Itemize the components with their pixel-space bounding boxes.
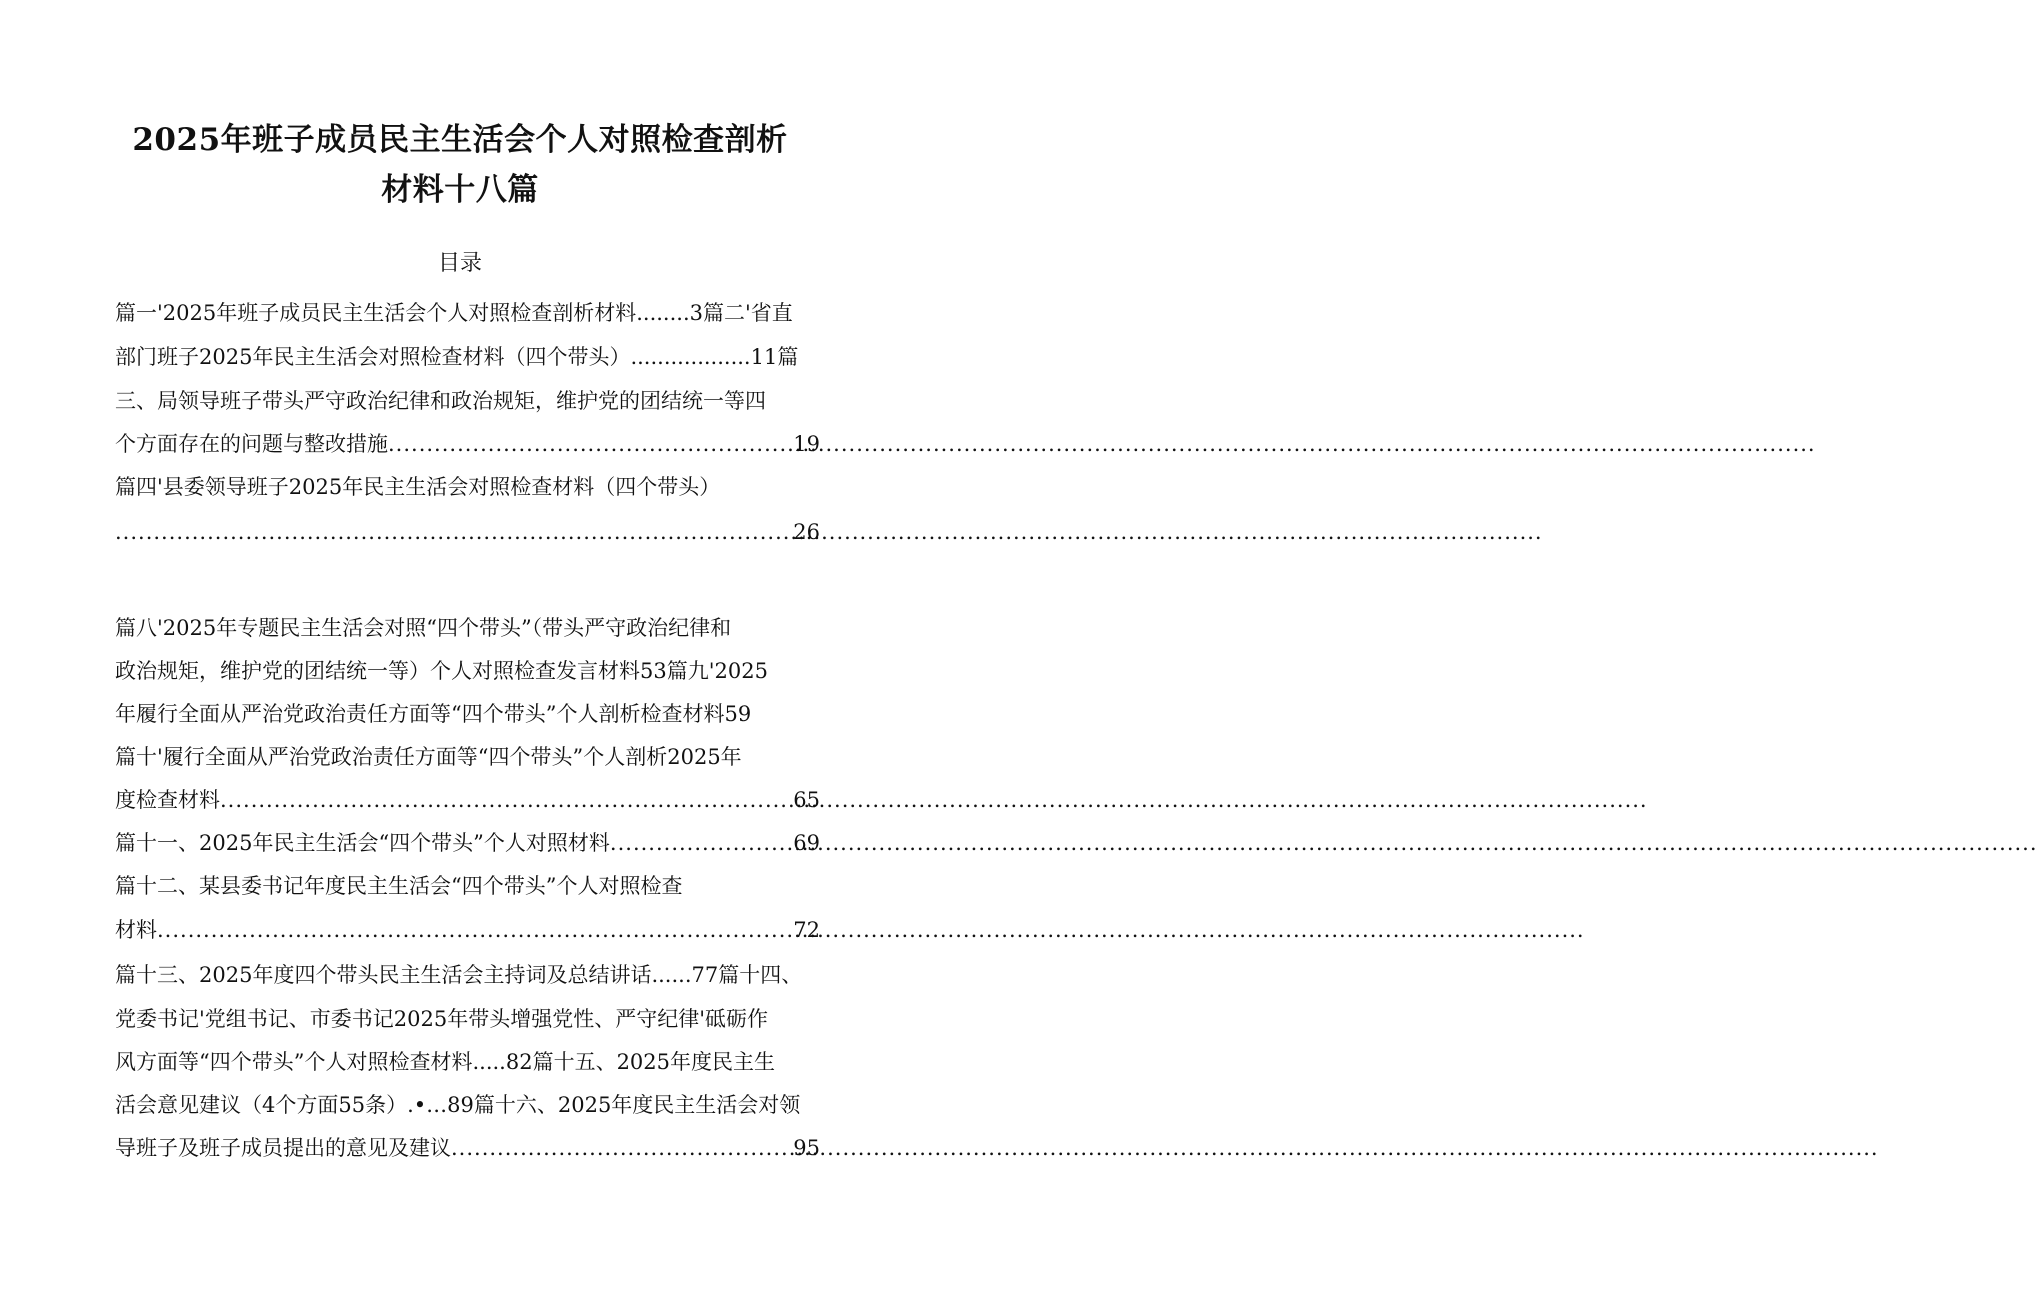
toc-line <box>115 958 820 992</box>
toc-page-number: 69 <box>793 831 820 855</box>
toc-page-number: 26 <box>793 520 820 544</box>
toc-entry-text: 度检查材料 <box>115 788 220 812</box>
toc-line <box>115 654 820 688</box>
toc-entry-text: 篇十二、某县委书记年度民主生活会“四个带头”个人对照检查 <box>115 874 683 898</box>
toc-page-number: 19 <box>793 432 820 456</box>
toc-dot-leader <box>220 783 791 817</box>
toc-page-number: 65 <box>793 788 820 812</box>
toc-page-number: 72 <box>793 918 820 942</box>
toc-dot-leader <box>610 826 791 860</box>
toc-line <box>115 740 820 774</box>
toc-entry-text: 活会意见建议（4个方面55条）.•…89篇十六、2025年度民主生活会对领 <box>115 1093 801 1117</box>
toc-entry-text: 三、局领导班子带头严守政治纪律和政治规矩，维护党的团结统一等四 <box>115 389 766 413</box>
toc-entry-text: 篇十一、2025年民主生活会“四个带头”个人对照材料 <box>115 831 610 855</box>
document-title-line-1: 2025年班子成员民主生活会个人对照检查剖析 <box>132 122 788 158</box>
toc-line <box>115 427 820 461</box>
toc-entry-text: 党委书记'党组书记、市委书记2025年带头增强党性、严守纪律'砥砺作 <box>115 1007 768 1031</box>
toc-entry-text: 篇十'履行全面从严治党政治责任方面等“四个带头”个人剖析2025年 <box>115 745 742 769</box>
toc-page-number: 95 <box>793 1136 820 1160</box>
toc-line <box>115 340 820 374</box>
toc-dot-leader <box>451 1131 791 1165</box>
toc-line <box>115 296 820 330</box>
toc-line <box>115 826 820 860</box>
toc-entry-text: 年履行全面从严治党政治责任方面等“四个带头”个人剖析检查材料59 <box>115 702 752 726</box>
toc-entry-text: 部门班子2025年民主生活会对照检查材料（四个带头）..................11篇 <box>115 345 799 369</box>
toc-line <box>115 1131 820 1165</box>
toc-entry-text: 风方面等“四个带头”个人对照检查材料.....82篇十五、2025年度民主生 <box>115 1050 776 1074</box>
toc-entry-text: 篇一'2025年班子成员民主生活会个人对照检查剖析材料........3篇二'省直 <box>115 301 793 325</box>
toc-heading: 目录 <box>437 251 482 276</box>
toc-dot-leader <box>157 913 791 947</box>
toc-line <box>115 515 820 549</box>
toc-entry-text: 政治规矩，维护党的团结统一等）个人对照检查发言材料53篇九'2025 <box>115 659 768 683</box>
document-page <box>0 0 920 1301</box>
toc-entry-text: 篇十三、2025年度四个带头民主生活会主持词及总结讲话......77篇十四、 <box>115 963 803 987</box>
toc-line <box>115 869 820 903</box>
toc-dot-leader <box>388 427 791 461</box>
toc-line <box>115 1002 820 1036</box>
toc-line <box>115 1045 820 1079</box>
toc-entry-text: 导班子及班子成员提出的意见及建议 <box>115 1136 451 1160</box>
toc-line <box>115 913 820 947</box>
toc-line <box>115 384 820 418</box>
toc-dot-leader <box>115 515 791 549</box>
toc-line <box>115 1088 820 1122</box>
toc-line <box>115 611 820 645</box>
toc-entry-text: 篇八'2025年专题民主生活会对照“四个带头”（带头严守政治纪律和 <box>115 616 732 640</box>
toc-entry-text: 个方面存在的问题与整改措施 <box>115 432 388 456</box>
toc-line <box>115 697 820 731</box>
toc-entry-text: 材料 <box>115 918 157 942</box>
toc-line <box>115 470 820 504</box>
toc-line <box>115 783 820 817</box>
toc-entry-text: 篇四'县委领导班子2025年民主生活会对照检查材料（四个带头） <box>115 475 721 499</box>
document-title-line-2: 材料十八篇 <box>381 172 539 208</box>
